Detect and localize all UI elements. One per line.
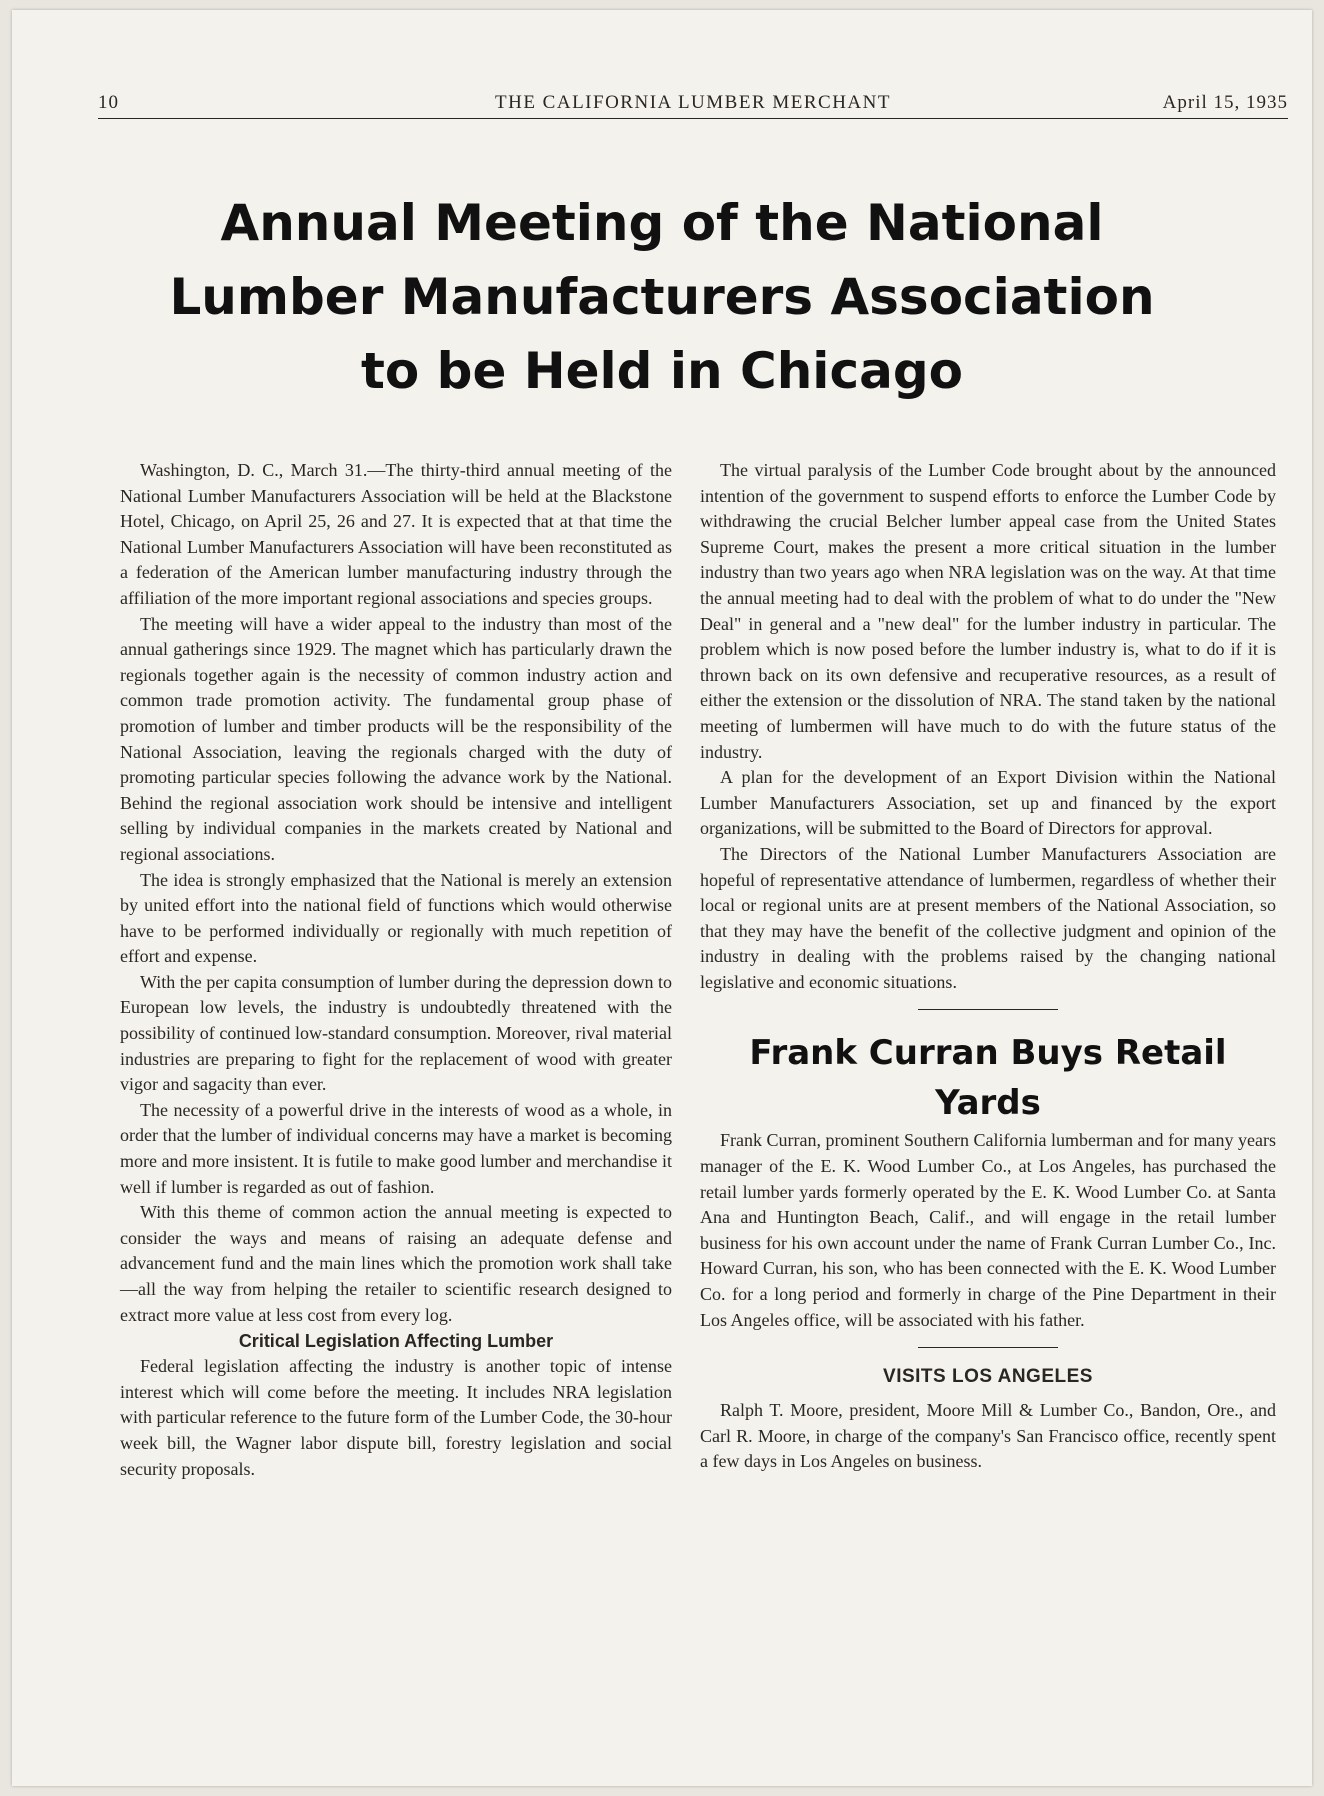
right-column <box>700 458 1276 1475</box>
article-headline: Annual Meeting of the National Lumber Manufacturers Association to be Held in Chicago <box>169 194 1155 400</box>
article-paragraph: A plan for the development of an Export Division within the National Lumber Manufacturers Association, set up and financed by the export organizations, will be submitted to the Board of Directors for approval. <box>700 767 1276 839</box>
article-paragraph: The Directors of the National Lumber Manufacturers Association are hopeful of representative attendance of lumbermen, regardless of whether their local or regional units are at present members of the National Association, so that they may have the benefit of the collective judgment and opinion of the industry in dealing with the problems raised by the changing national legislative and economic situations. <box>700 843 1276 992</box>
article-paragraph: The idea is strongly emphasized that the National is merely an extension by united effort into the national field of functions which would otherwise have to be performed individually or regionally with much repetition of effort and expense. <box>120 869 672 967</box>
divider <box>918 1009 1058 1010</box>
page-header <box>98 92 1288 119</box>
issue-date: April 15, 1935 <box>1162 92 1288 113</box>
section-subhead: Critical Legislation Affecting Lumber <box>238 1331 554 1352</box>
article-paragraph: With the per capita consumption of lumber during the depression down to European low levels, the industry is undoubtedly threatened with the possibility of continued low-standard consumption. Moreover, rival material industries are preparing to fight for the replacement of wood with greater vigor and sagacity than ever. <box>120 971 672 1095</box>
magazine-page <box>12 10 1312 1786</box>
page-number: 10 <box>98 92 119 113</box>
article-headline-curran: Frank Curran Buys Retail Yards <box>749 1033 1227 1124</box>
article-paragraph: Federal legislation affecting the industry is another topic of intense interest which will come before the meeting. It includes NRA legislation with particular reference to the future form of the Lumber Code, the 30-hour week bill, the Wagner labor dispute bill, forestry legislation and social security proposals. <box>120 1356 672 1479</box>
article-paragraph: With this theme of common action the annual meeting is expected to consider the ways and means of raising an adequate defense and advancement fund and the main lines which the promotion work shall take—all the way from helping the retailer to scientific research designed to extract more value at less cost from every log. <box>120 1202 672 1325</box>
divider <box>918 1347 1058 1348</box>
article-paragraph: The meeting will have a wider appeal to the industry than most of the annual gatherings since 1929. The magnet which has particularly drawn the regionals together again is the necessity of common industry action and common trade promotion activity. The fundamental group phase of promotion of lumber and timber products will be the responsibility of the National Association, leaving the regionals charged with the duty of promoting particular species following the advance work by the National. Behind the regional association work should be intensive and intelligent selling by individual companies in the markets created by National and regional associations. <box>120 613 672 864</box>
article-headline-visits: VISITS LOS ANGELES <box>883 1366 1093 1388</box>
article-paragraph: Frank Curran, prominent Southern California lumberman and for many years manager of the E. K. Wood Lumber Co., at Los Angeles, has purchased the retail lumber yards formerly operated by the E. K. Wood Lumber Co. at Santa Ana and Huntington Beach, Calif., and will engage in the retail lumber business for his own account under the name of Frank Curran Lumber Co., Inc. Howard Curran, his son, who has been connected with the E. K. Wood Lumber Co. for a long period and formerly in charge of the Pine Department in their Los Angeles office, will be associated with his father. <box>700 1130 1276 1330</box>
article-paragraph: The virtual paralysis of the Lumber Code brought about by the announced intention of the government to suspend efforts to enforce the Lumber Code by withdrawing the crucial Belcher lumber appeal case from the United States Supreme Court, makes the present a more critical situation in the lumber industry than two years ago when NRA legislation was on the way. At that time the annual meeting had to deal with the problem of what to do under the "New Deal" in general and a "new deal" for the lumber industry in particular. The problem which is now posed before the lumber industry is, what to do if it is thrown back on its own defensive and recuperative resources, as a result of either the extension or the dissolution of NRA. The stand taken by the national meeting of lumbermen will have much to do with the future status of the industry. <box>700 460 1276 762</box>
article-paragraph: The necessity of a powerful drive in the interests of wood as a whole, in order that the lumber of individual concerns may have a market is becoming more and more insistent. It is futile to make good lumber and merchandise it well if lumber is regarded as out of fashion. <box>120 1099 672 1197</box>
article-paragraph: Ralph T. Moore, president, Moore Mill & Lumber Co., Bandon, Ore., and Carl R. Moore, in charge of the company's San Francisco office, recently spent a few days in Los Angeles on business. <box>700 1400 1276 1472</box>
article-paragraph: Washington, D. C., March 31.—The thirty-third annual meeting of the National Lumber Manufacturers Association will be held at the Blackstone Hotel, Chicago, on April 25, 26 and 27. It is expected that at that time the National Lumber Manufacturers Association will have been reconstituted as a federation of the American lumber manufacturing industry through the affiliation of the more important regional associations and species groups. <box>120 460 672 608</box>
left-column <box>120 458 672 1482</box>
publication-title: THE CALIFORNIA LUMBER MERCHANT <box>495 92 891 113</box>
